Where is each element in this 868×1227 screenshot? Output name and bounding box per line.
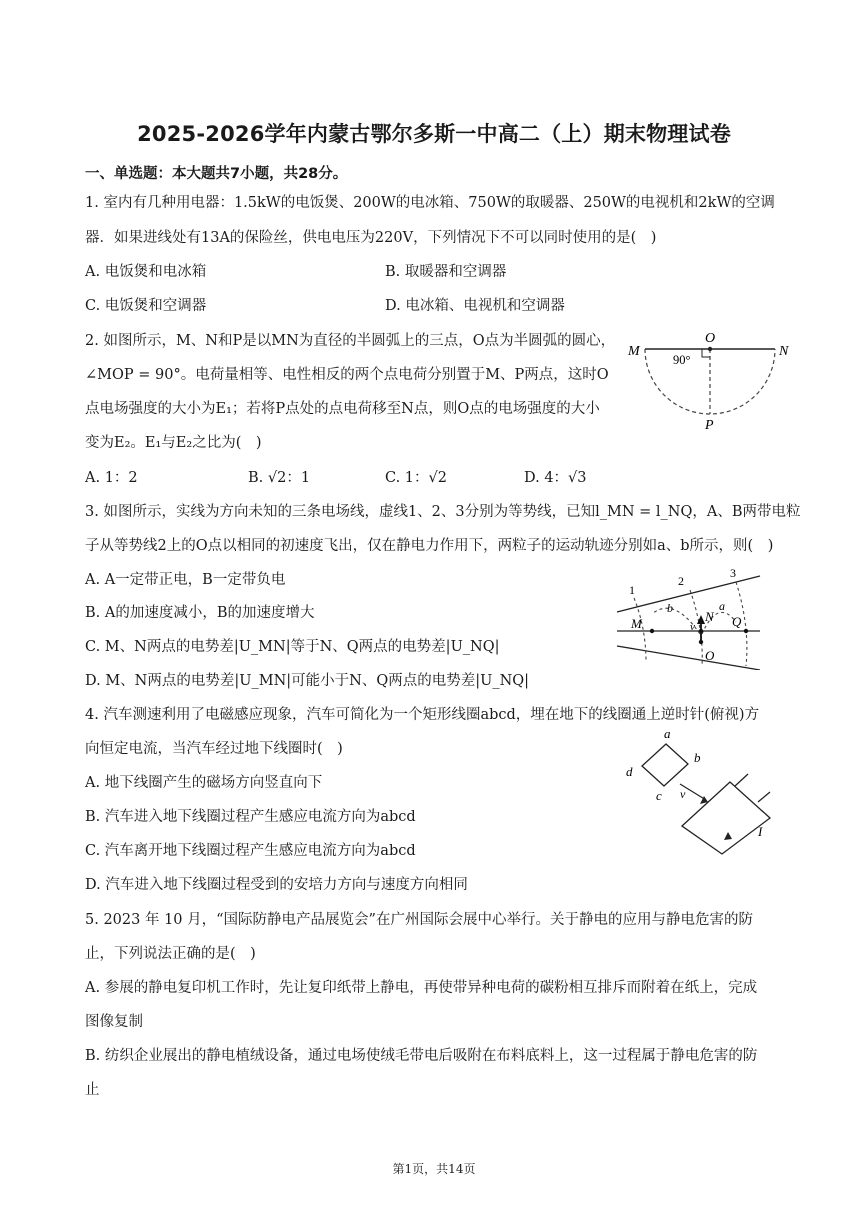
q5-stem-line2: 止，下列说法正确的是( ) — [85, 946, 256, 962]
q3-option-d: D. M、N两点的电势差|U_MN|可能小于N、Q两点的电势差|U_NQ| — [85, 673, 530, 689]
q1-option-b: B. 取暖器和空调器 — [385, 264, 507, 280]
q3-field-lines-figure — [612, 562, 764, 670]
q2-angle-label: 90° — [673, 353, 691, 367]
q4-option-d: D. 汽车进入地下线圈过程受到的安培力方向与速度方向相同 — [85, 877, 468, 893]
q2-option-d: D. 4：√3 — [524, 470, 587, 486]
q3-label-a: a — [719, 599, 725, 613]
q3-label-n: N — [705, 609, 714, 624]
q4-label-v: v — [680, 787, 686, 801]
q3-stem-line2: 子从等势线2上的O点以相同的初速度飞出，仅在静电力作用下，两粒子的运动轨迹分别如a、b所示，则( ) — [85, 538, 774, 554]
q4-option-c: C. 汽车离开地下线圈过程产生感应电流方向为abcd — [85, 843, 416, 859]
q2-label-m: M — [628, 344, 640, 359]
q1-option-c: C. 电饭煲和空调器 — [85, 298, 207, 314]
q3-option-a: A. A一定带正电，B一定带负电 — [85, 572, 286, 588]
q5-option-b-line1: B. 纺织企业展出的静电植绒设备，通过电场使绒毛带电后吸附在布料底料上，这一过程属于静电危害的防 — [85, 1048, 758, 1064]
q5-stem-line1: 5. 2023 年 10 月，“国际防静电产品展览会”在广州国际会展中心举行。关于静电的应用与静电危害的防 — [85, 912, 753, 928]
q4-label-d: d — [626, 764, 633, 779]
q5-option-b-line2: 止 — [85, 1082, 100, 1098]
q3-stem-line1: 3. 如图所示，实线为方向未知的三条电场线，虚线1、2、3分别为等势线，已知l_MN = l_NQ，A、B两带电粒 — [85, 504, 801, 520]
q4-option-a: A. 地下线圈产生的磁场方向竖直向下 — [85, 775, 323, 791]
q1-stem-line2: 器．如果进线处有13A的保险丝，供电电压为220V，下列情况下不可以同时使用的是( ) — [85, 230, 657, 246]
q4-label-i: I — [758, 824, 763, 839]
q2-label-n: N — [779, 344, 789, 359]
q2-stem-line1: 2. 如图所示，M、N和P是以MN为直径的半圆弧上的三点，O点为半圆弧的圆心， — [85, 333, 616, 349]
q3-label-2: 2 — [678, 574, 684, 588]
q4-coil-figure — [620, 726, 780, 856]
q4-label-a: a — [664, 726, 671, 741]
q3-label-1: 1 — [629, 583, 635, 597]
q3-label-q: Q — [732, 614, 742, 629]
q2-stem-line2: ∠MOP = 90°。电荷量相等、电性相反的两个点电荷分别置于M、P两点，这时O — [85, 367, 609, 383]
section-heading: 一、单选题：本大题共7小题，共28分。 — [85, 166, 348, 182]
q3-label-m: M — [631, 616, 642, 631]
q4-label-b: b — [694, 750, 701, 765]
q5-option-a-line2: 图像复制 — [85, 1014, 143, 1030]
q2-option-c: C. 1：√2 — [385, 470, 447, 486]
q3-label-o: O — [705, 648, 715, 663]
page-footer: 第1页，共14页 — [392, 1162, 476, 1176]
q4-stem-line2: 向恒定电流，当汽车经过地下线圈时( ) — [85, 741, 343, 757]
q2-stem-line3: 点电场强度的大小为E₁；若将P点处的点电荷移至N点，则O点的电场强度的大小 — [85, 401, 600, 417]
q2-label-p: P — [705, 418, 714, 433]
page-title: 2025-2026学年内蒙古鄂尔多斯一中高二（上）期末物理试卷 — [137, 122, 731, 146]
q4-option-b: B. 汽车进入地下线圈过程产生感应电流方向为abcd — [85, 809, 416, 825]
q4-stem-line1: 4. 汽车测速利用了电磁感应现象，汽车可简化为一个矩形线圈abcd，埋在地下的线圈通上逆时针(俯视)方 — [85, 707, 760, 723]
q1-option-d: D. 电冰箱、电视机和空调器 — [385, 298, 565, 314]
q2-option-b: B. √2：1 — [248, 470, 311, 486]
q5-option-a-line1: A. 参展的静电复印机工作时，先让复印纸带上静电，再使带异种电荷的碳粉相互排斥而附着在纸上，完成 — [85, 980, 758, 996]
q3-label-v: v — [690, 621, 695, 633]
q1-option-a: A. 电饭煲和电冰箱 — [85, 264, 207, 280]
q1-stem-line1: 1. 室内有几种用电器：1.5kW的电饭煲、200W的电冰箱、750W的取暖器、250W的电视机和2kW的空调 — [85, 195, 775, 211]
q2-option-a: A. 1：2 — [85, 470, 138, 486]
q3-label-3: 3 — [730, 566, 736, 580]
q3-label-b: b — [667, 601, 673, 615]
q4-label-c: c — [656, 788, 662, 803]
q3-option-c: C. M、N两点的电势差|U_MN|等于N、Q两点的电势差|U_NQ| — [85, 639, 500, 655]
q3-option-b: B. A的加速度减小，B的加速度增大 — [85, 605, 315, 621]
q2-semicircle-figure — [625, 328, 800, 436]
q2-stem-line4: 变为E₂。E₁与E₂之比为( ) — [85, 435, 262, 451]
q2-label-o: O — [705, 331, 716, 346]
